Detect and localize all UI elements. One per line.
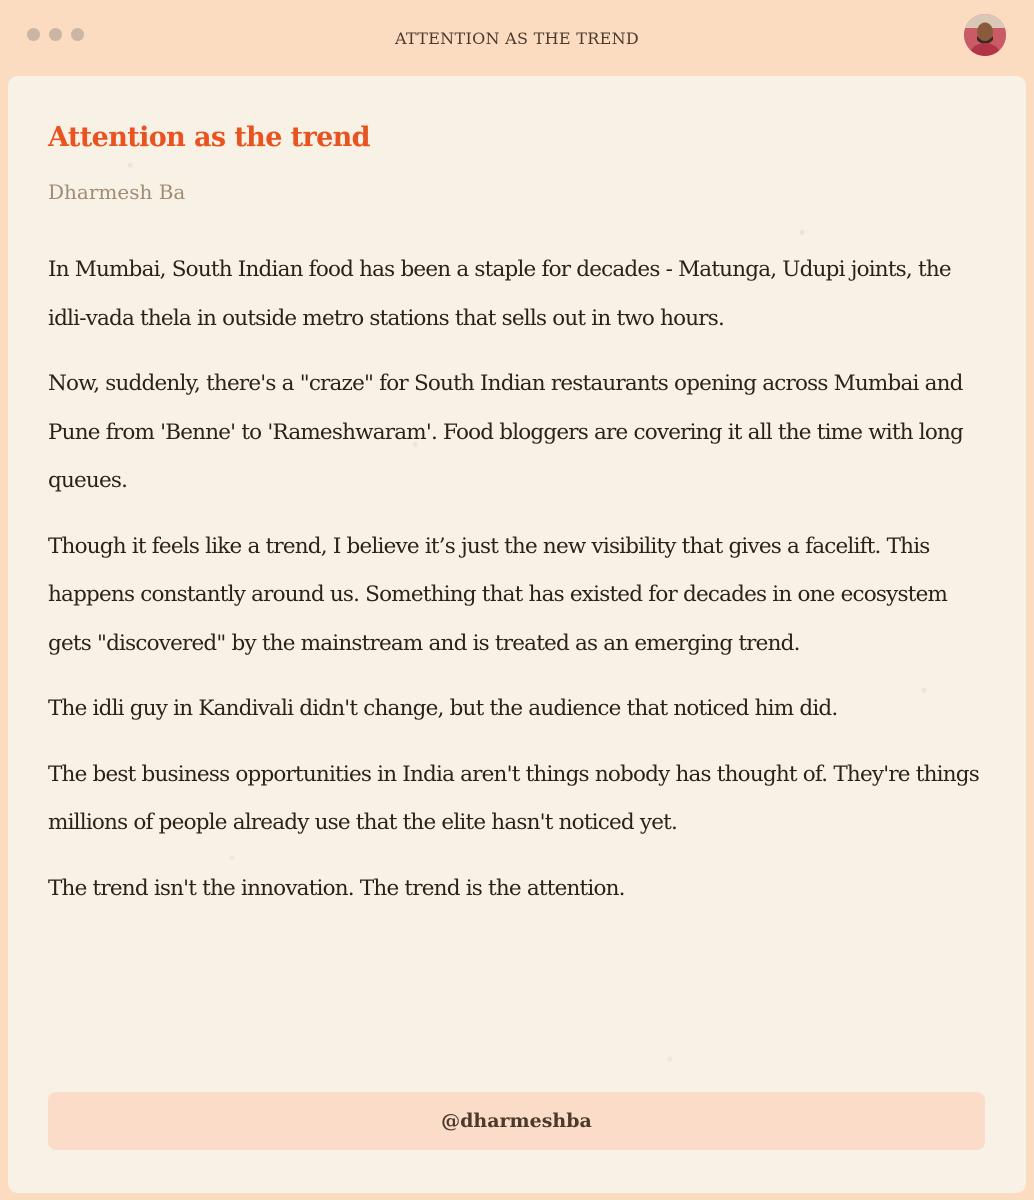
avatar[interactable] — [964, 14, 1006, 56]
paragraph: In Mumbai, South Indian food has been a staple for decades - Matunga, Udupi joints, the idli-vada thela in outside metro stations that sells out in two hours. — [48, 257, 951, 331]
author-name: Dharmesh Ba — [48, 180, 186, 204]
paragraph: The best business opportunities in India aren't things nobody has thought of. They're things millions of people already use that the elite hasn't noticed yet. — [48, 761, 979, 835]
paragraph: Though it feels like a trend, I believe it’s just the new visibility that gives a facelift. This happens constantly around us. Something that has existed for decades in one ecosystem gets "discovered" by the mainstream and is treated as an emerging trend. — [48, 533, 948, 656]
post-body — [48, 246, 993, 930]
avatar-photo-icon — [964, 14, 1006, 56]
paragraph: The idli guy in Kandivali didn't change, but the audience that noticed him did. — [48, 696, 838, 721]
post-card — [8, 76, 1026, 1193]
paragraph: Now, suddenly, there's a "craze" for South Indian restaurants opening across Mumbai and Pune from 'Benne' to 'Rameshwaram'. Food bloggers are covering it all the time with long queues. — [48, 371, 964, 493]
window-title: ATTENTION AS THE TREND — [394, 29, 639, 48]
post-title: Attention as the trend — [48, 122, 370, 153]
handle-banner[interactable] — [48, 1092, 985, 1150]
paragraph: The trend isn't the innovation. The trend is the attention. — [48, 875, 625, 901]
author-handle[interactable]: @dharmeshba — [441, 1110, 592, 1132]
title-bar — [0, 0, 1034, 76]
